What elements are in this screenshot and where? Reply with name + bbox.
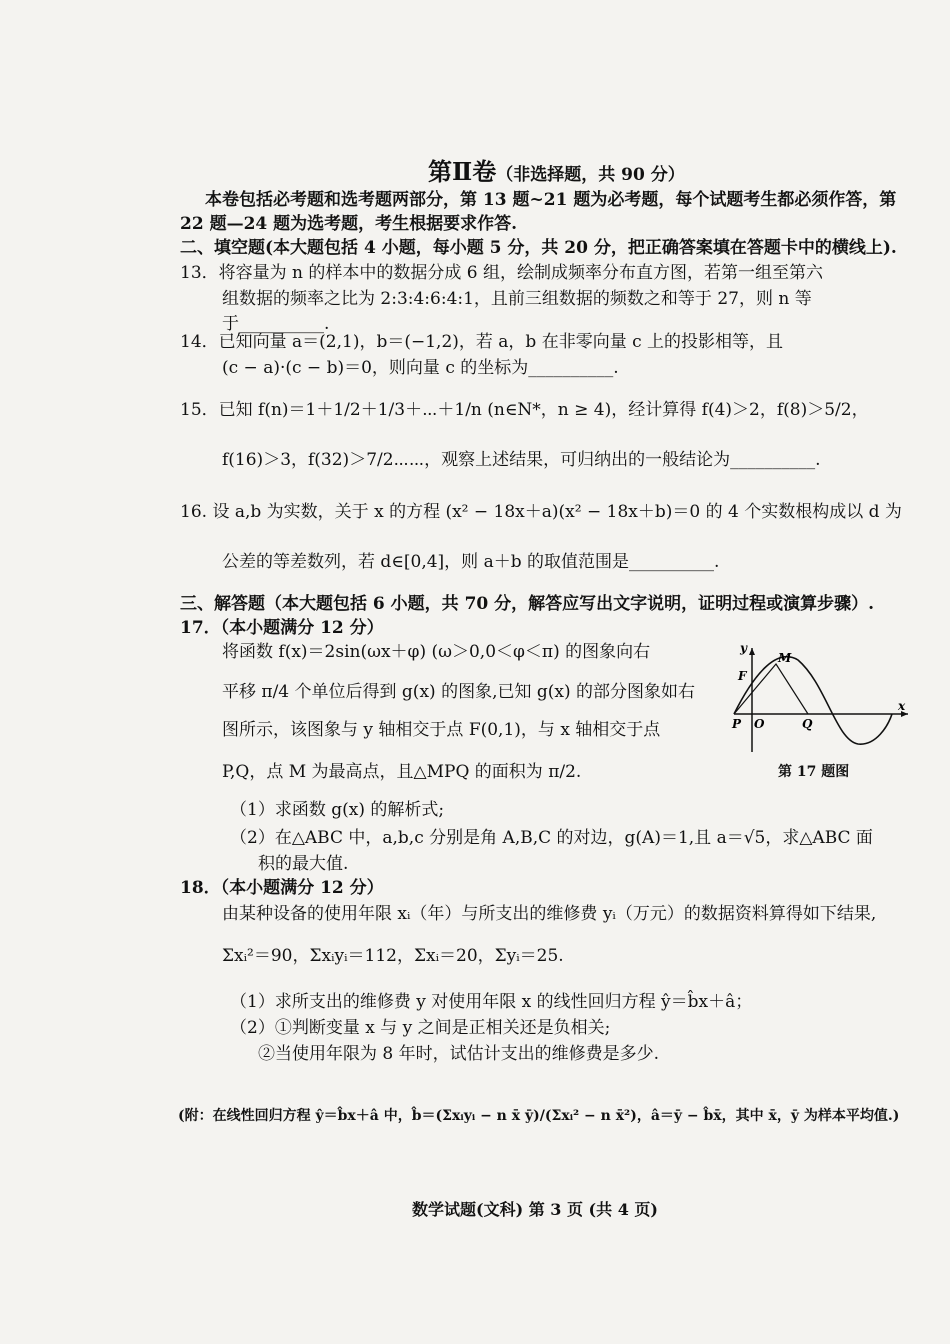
q17-figure-caption: 第 17 题图 bbox=[778, 764, 850, 780]
q17-part-3: 积的最大值. bbox=[258, 854, 349, 874]
sine-curve bbox=[734, 657, 892, 744]
q17-line-2: 平移 π/4 个单位后得到 g(x) 的图象,已知 g(x) 的部分图象如右 bbox=[222, 682, 696, 702]
label-x: x bbox=[898, 699, 906, 713]
q18-part-1: （1）求所支出的维修费 y 对使用年限 x 的线性回归方程 ŷ＝b̂x＋â； bbox=[230, 992, 753, 1012]
section-2-heading: 二、填空题(本大题包括 4 小题，每小题 5 分，共 20 分，把正确答案填在答题卡中的横线上). bbox=[180, 238, 897, 258]
q14-line-1: 14．已知向量 a＝(2,1)，b＝(−1,2)，若 a，b 在非零向量 c 上的投影相等，且 bbox=[180, 332, 784, 352]
q17-graph bbox=[726, 640, 916, 760]
label-p: P bbox=[732, 717, 742, 731]
label-q: Q bbox=[802, 717, 813, 731]
title-main: 第Ⅱ卷 bbox=[428, 157, 497, 186]
label-m: M bbox=[778, 651, 792, 665]
page-footer: 数学试题(文科) 第 3 页 (共 4 页) bbox=[412, 1200, 658, 1219]
q13-line-2: 组数据的频率之比为 2:3:4:6:4:1，且前三组数据的频数之和等于 27，则 n 等 bbox=[222, 289, 812, 309]
label-y: y bbox=[740, 641, 747, 655]
q17-header: 17．（本小题满分 12 分） bbox=[180, 618, 384, 638]
q16-line-1: 16. 设 a,b 为实数，关于 x 的方程 (x² − 18x＋a)(x² − 18x＋b)＝0 的 4 个实数根构成以 d 为 bbox=[180, 502, 902, 522]
q16-line-2: 公差的等差数列，若 d∈[0,4]，则 a＋b 的取值范围是__________. bbox=[222, 552, 720, 572]
q13-line-1: 13．将容量为 n 的样本中的数据分成 6 组，绘制成频率分布直方图，若第一组至第六 bbox=[180, 263, 824, 283]
intro-line-2: 22 题—24 题为选考题，考生根据要求作答. bbox=[180, 214, 518, 234]
q18-line-2: Σxᵢ²＝90，Σxᵢyᵢ＝112，Σxᵢ＝20，Σyᵢ＝25. bbox=[222, 946, 564, 966]
q17-line-3: 图所示，该图象与 y 轴相交于点 F(0,1)，与 x 轴相交于点 bbox=[222, 720, 661, 740]
q17-line-4: P,Q，点 M 为最高点，且△MPQ 的面积为 π/2. bbox=[222, 762, 582, 782]
q14-line-2: (c − a)·(c − b)＝0，则向量 c 的坐标为__________. bbox=[222, 358, 619, 378]
q13-line-3: 于__________. bbox=[222, 314, 330, 334]
section-3-heading: 三、解答题（本大题包括 6 小题，共 70 分，解答应写出文字说明，证明过程或演算步骤）. bbox=[180, 594, 875, 614]
y-axis-arrow bbox=[749, 648, 755, 655]
q18-appendix-note: (附：在线性回归方程 ŷ＝b̂x＋â 中，b̂＝(Σxᵢyᵢ − n x̄ ȳ)/(Σxᵢ² − n x̄²)，â＝ȳ − b̂x̄，其中 x̄，ȳ 为样本平均值.) bbox=[178, 1108, 900, 1124]
page-title bbox=[428, 157, 685, 187]
q17-line-1: 将函数 f(x)＝2sin(ωx＋φ) (ω＞0,0＜φ＜π) 的图象向右 bbox=[222, 642, 651, 662]
q15-line-1: 15．已知 f(n)＝1＋1/2＋1/3＋⋯＋1/n (n∈N*，n ≥ 4)，经计算得 f(4)＞2，f(8)＞5/2， bbox=[180, 400, 869, 420]
q17-part-1: （1）求函数 g(x) 的解析式; bbox=[230, 800, 445, 820]
q18-part-3: ②当使用年限为 8 年时，试估计支出的维修费是多少. bbox=[258, 1044, 660, 1064]
q17-part-2: （2）在△ABC 中，a,b,c 分别是角 A,B,C 的对边，g(A)＝1,且 a＝√5，求△ABC 面 bbox=[230, 828, 873, 848]
q15-line-2: f(16)＞3，f(32)＞7/2⋯⋯，观察上述结果，可归纳出的一般结论为__________. bbox=[222, 450, 821, 470]
q18-part-2: （2）①判断变量 x 与 y 之间是正相关还是负相关; bbox=[230, 1018, 611, 1038]
label-f: F bbox=[738, 669, 747, 683]
q18-header: 18．（本小题满分 12 分） bbox=[180, 878, 384, 898]
q18-line-1: 由某种设备的使用年限 xᵢ（年）与所支出的维修费 yᵢ（万元）的数据资料算得如下结果, bbox=[222, 904, 877, 924]
title-note: （非选择题，共 90 分） bbox=[496, 165, 685, 185]
label-o: O bbox=[754, 717, 765, 731]
intro-line-1: 本卷包括必考题和选考题两部分，第 13 题~21 题为必考题，每个试题考生都必须作答，第 bbox=[205, 190, 897, 210]
